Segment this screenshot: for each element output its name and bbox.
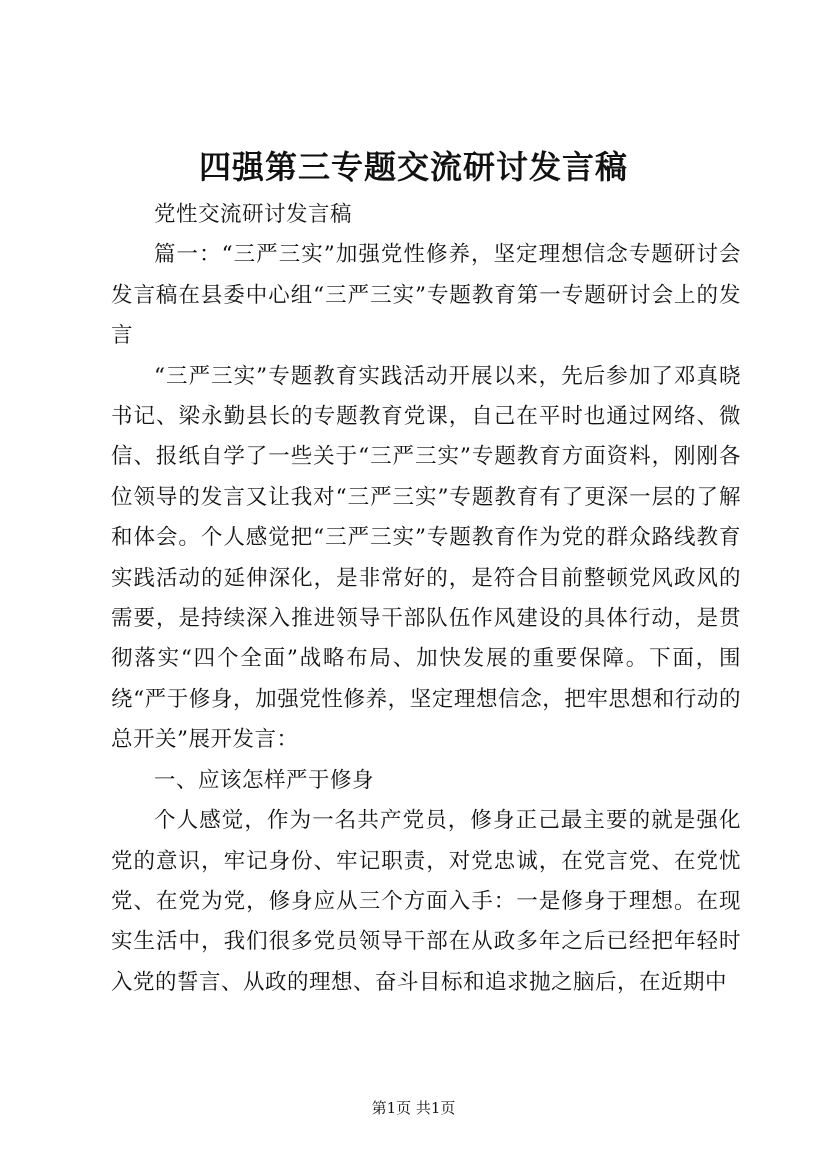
document-title: 四强第三专题交流研讨发言稿: [198, 148, 628, 186]
paragraph-subtitle: 党性交流研讨发言稿: [154, 202, 353, 227]
page-footer: 第1页 共1页: [371, 1099, 456, 1117]
paragraph-heading-one: 一、应该怎样严于修身: [154, 767, 375, 793]
paragraph-section-heading: 篇一：“三严三实”加强党性修养，坚定理想信念专题研讨会发言稿在县委中心组“三严三实”专题教育第一专题研讨会上的发言: [111, 242, 741, 349]
paragraph-intro: “三严三实”专题教育实践活动开展以来，先后参加了邓真晓书记、梁永勤县长的专题教育党课，自己在平时也通过网络、微信、报纸自学了一些关于“三严三实”专题教育方面资料，刚刚各位领导的发言又让我对“三严三实”专题教育有了更深一层的了解和体会。个人感觉把“三严三实”专题教育作为党的群众路线教育实践活动的延伸深化，是非常好的，是符合目前整顿党风政风的需要，是持续深入推进领导干部队伍作风建设的具体行动，是贯彻落实“四个全面”战略布局、加快发展的重要保障。下面，围绕“严于修身，加强党性修养，坚定理想信念，把牢思想和行动的总开关”展开发言：: [111, 363, 741, 753]
document-body: [111, 195, 741, 1003]
paragraph-body: 个人感觉，作为一名共产党员，修身正己最主要的就是强化党的意识，牢记身份、牢记职责，对党忠诚，在党言党、在党忧党、在党为党，修身应从三个方面入手：一是修身于理想。在现实生活中，我们很多党员领导干部在从政多年之后已经把年轻时入党的誓言、从政的理想、奋斗目标和追求抛之脑后，在近期中: [111, 808, 741, 995]
